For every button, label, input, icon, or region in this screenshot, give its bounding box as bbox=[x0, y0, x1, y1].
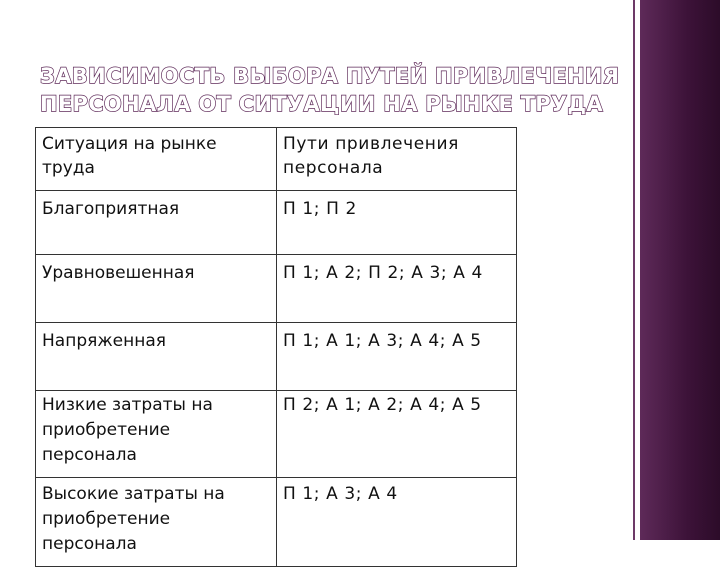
slide-title-line-2: ПЕРСОНАЛА ОТ СИТУАЦИИ НА РЫНКЕ ТРУДА bbox=[40, 92, 603, 116]
table-header-row bbox=[36, 128, 517, 191]
slide-title-line-1: ЗАВИСИМОСТЬ ВЫБОРА ПУТЕЙ ПРИВЛЕЧЕНИЯ bbox=[40, 64, 620, 88]
paths-cell: П 1; А 1; А 3; А 4; А 5 bbox=[277, 323, 517, 391]
sidebar-divider bbox=[633, 0, 635, 540]
recruitment-table bbox=[35, 127, 517, 567]
situation-cell: Напряженная bbox=[36, 323, 277, 391]
situation-cell: Уравновешенная bbox=[36, 255, 277, 323]
table-row bbox=[36, 391, 517, 478]
header-cell-paths: Пути привлечения персонала bbox=[277, 128, 517, 191]
situation-cell: Благоприятная bbox=[36, 191, 277, 255]
paths-cell: П 2; А 1; А 2; А 4; А 5 bbox=[277, 391, 517, 478]
decorative-sidebar bbox=[640, 0, 720, 540]
paths-cell: П 1; А 2; П 2; А 3; А 4 bbox=[277, 255, 517, 323]
paths-cell: П 1; П 2 bbox=[277, 191, 517, 255]
situation-cell: Высокие затраты на приобретение персонала bbox=[36, 478, 277, 567]
slide-title bbox=[40, 62, 620, 118]
table-row bbox=[36, 255, 517, 323]
table-row bbox=[36, 478, 517, 567]
paths-cell: П 1; А 3; А 4 bbox=[277, 478, 517, 567]
header-cell-situation: Ситуация на рынке труда bbox=[36, 128, 277, 191]
table-row bbox=[36, 323, 517, 391]
table-row bbox=[36, 191, 517, 255]
situation-cell: Низкие затраты на приобретение персонала bbox=[36, 391, 277, 478]
